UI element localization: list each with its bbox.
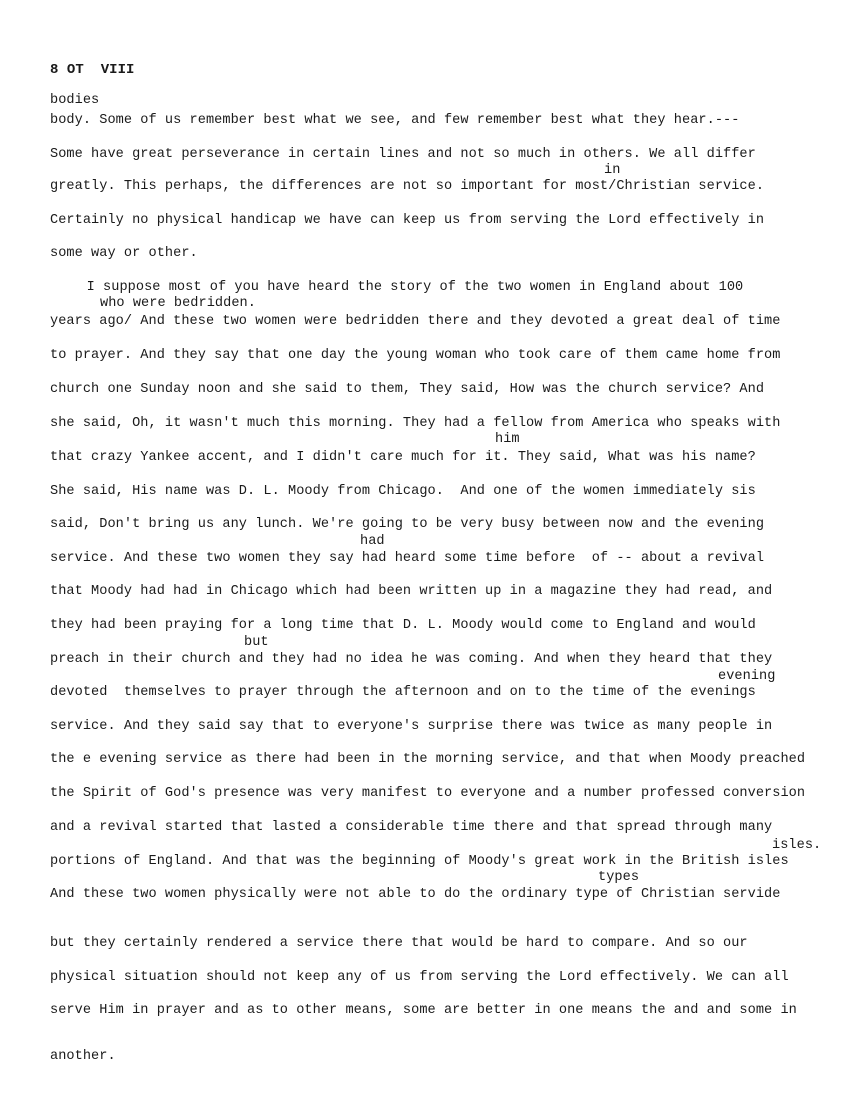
text-line: they had been praying for a long time that D. L. Moody would come to England and would — [50, 618, 756, 633]
interlinear-insert: evening — [718, 669, 776, 684]
text-line: devoted themselves to prayer through the afternoon and on to the time of the evenings — [50, 685, 756, 700]
interlinear-insert: him — [495, 432, 520, 447]
text-line: and a revival started that lasted a considerable time there and that spread through many — [50, 820, 773, 835]
text-line: said, Don't bring us any lunch. We're going to be very busy between now and the evening — [50, 517, 765, 532]
text-line: I suppose most of you have heard the story of the two women in England about 100 — [62, 280, 744, 295]
text-line: church one Sunday noon and she said to them, They said, How was the church service? And — [50, 382, 765, 397]
text-line: that crazy Yankee accent, and I didn't care much for it. They said, What was his name? — [50, 450, 756, 465]
interlinear-insert: bodies — [50, 93, 100, 108]
text-line: Some have great perseverance in certain lines and not so much in others. We all differ — [50, 147, 756, 162]
text-line: Certainly no physical handicap we have can keep us from serving the Lord effectively in — [50, 213, 765, 228]
interlinear-insert: in — [604, 163, 621, 178]
text-line: serve Him in prayer and as to other means, some are better in one means the and and some in — [50, 1003, 797, 1018]
text-line: body. Some of us remember best what we see, and few remember best what they hear.--- — [50, 113, 740, 128]
text-line: but they certainly rendered a service there that would be hard to compare. And so our — [50, 936, 748, 951]
text-line: some way or other. — [50, 246, 198, 261]
interlinear-insert: but — [244, 635, 269, 650]
text-line: preach in their church and they had no idea he was coming. And when they heard that they — [50, 652, 773, 667]
interlinear-insert: had — [360, 534, 385, 549]
text-line: she said, Oh, it wasn't much this morning. They had a fellow from America who speaks with — [50, 416, 781, 431]
text-line: years ago/ And these two women were bedridden there and they devoted a great deal of time — [50, 314, 781, 329]
page-header: 8 OT VIII — [50, 62, 135, 78]
text-line: portions of England. And that was the beginning of Moody's great work in the British isles — [50, 854, 789, 869]
text-line: physical situation should not keep any of us from serving the Lord effectively. We can all — [50, 970, 789, 985]
text-line: another. — [50, 1049, 116, 1064]
text-line: And these two women physically were not able to do the ordinary type of Christian servide — [50, 887, 781, 902]
interlinear-insert: who were bedridden. — [100, 296, 256, 311]
interlinear-insert: isles. — [772, 838, 822, 853]
text-line: that Moody had had in Chicago which had been written up in a magazine they had read, and — [50, 584, 773, 599]
interlinear-insert: types — [598, 870, 640, 885]
text-line: greatly. This perhaps, the differences are not so important for most/Christian service. — [50, 179, 765, 194]
text-line: service. And they said say that to everyone's surprise there was twice as many people in — [50, 719, 773, 734]
text-line: service. And these two women they say had heard some time before of -- about a revival — [50, 551, 765, 566]
text-line: to prayer. And they say that one day the young woman who took care of them came home from — [50, 348, 781, 363]
text-line: She said, His name was D. L. Moody from Chicago. And one of the women immediately sis — [50, 484, 756, 499]
text-line: the Spirit of God's presence was very manifest to everyone and a number professed conversion — [50, 786, 806, 801]
text-line: the e evening service as there had been in the morning service, and that when Moody preached — [50, 752, 806, 767]
